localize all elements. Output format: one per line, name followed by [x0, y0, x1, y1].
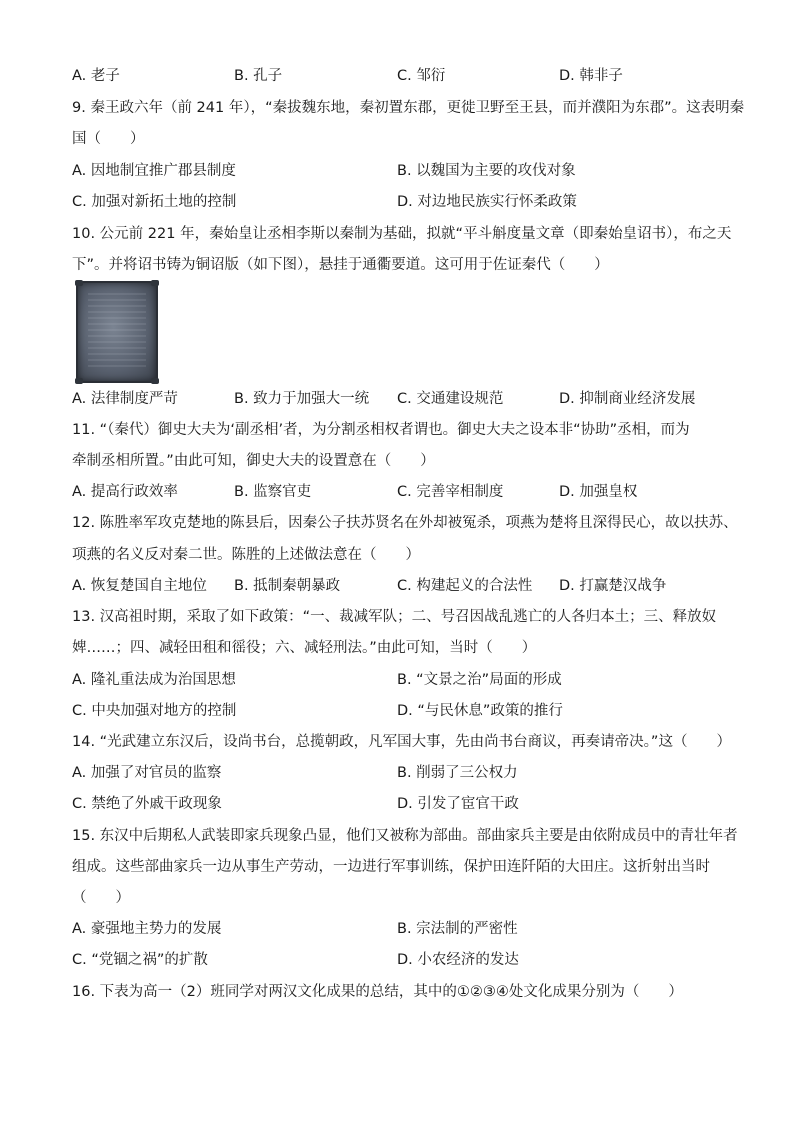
bronze-edict-plaque-image: [76, 281, 158, 383]
q8-option-c[interactable]: C. 邹衍: [397, 68, 446, 84]
q9-option-a[interactable]: A. 因地制宜推广郡县制度: [72, 163, 236, 179]
q10-option-b[interactable]: B. 致力于加强大一统: [234, 391, 370, 407]
q11-stem-line2: 牵制丞相所置。”由此可知，御史大夫的设置意在（ ）: [72, 453, 435, 469]
q9-stem-line1: 9. 秦王政六年（前 241 年），“秦拔魏东地，秦初置东郡，更徙卫野至王县，而并濮阳为东郡”。这表明秦: [72, 100, 745, 116]
q13-stem-line2: 婢……；四、减轻田租和徭役；六、减轻刑法。”由此可知，当时（ ）: [72, 640, 537, 656]
q10-option-a[interactable]: A. 法律制度严苛: [72, 391, 178, 407]
q15-stem-line3: （ ）: [72, 890, 130, 906]
q15-stem-line2: 组成。这些部曲家兵一边从事生产劳动，一边进行军事训练，保护田连阡陌的大田庄。这折射出当时: [72, 859, 710, 875]
q10-stem-line1: 10. 公元前 221 年，秦始皇让丞相李斯以秦制为基础，拟就“平斗斛度量文章（即秦始皇诏书），布之天: [72, 226, 732, 242]
q14-stem-line1: 14. “光武建立东汉后，设尚书台，总揽朝政，凡军国大事，先由尚书台商议，再奏请帝决。”这（ ）: [72, 734, 731, 750]
q8-option-a[interactable]: A. 老子: [72, 68, 120, 84]
q15-option-c[interactable]: C. “党锢之祸”的扩散: [72, 952, 208, 968]
q12-option-c[interactable]: C. 构建起义的合法性: [397, 578, 533, 594]
q14-option-a[interactable]: A. 加强了对官员的监察: [72, 765, 222, 781]
q9-option-d[interactable]: D. 对边地民族实行怀柔政策: [397, 194, 577, 210]
q13-option-d[interactable]: D. “与民休息”政策的推行: [397, 703, 563, 719]
q13-option-b[interactable]: B. “文景之治”局面的形成: [397, 672, 562, 688]
q10-stem-line2: 下”。并将诏书铸为铜诏版（如下图），悬挂于通衢要道。这可用于佐证秦代（ ）: [72, 257, 609, 273]
q11-stem-line1: 11. “（秦代）御史大夫为‘副丞相’者，为分割丞相权者谓也。御史大夫之设本非“协助”丞相，而为: [72, 422, 690, 438]
q12-option-b[interactable]: B. 抵制秦朝暴政: [234, 578, 341, 594]
q15-stem-line1: 15. 东汉中后期私人武装即家兵现象凸显，他们又被称为部曲。部曲家兵主要是由依附成员中的青壮年者: [72, 828, 738, 844]
q16-stem-line1: 16. 下表为高一（2）班同学对两汉文化成果的总结，其中的①②③④处文化成果分别为（ ）: [72, 984, 683, 1000]
q10-option-c[interactable]: C. 交通建设规范: [397, 391, 504, 407]
q9-option-b[interactable]: B. 以魏国为主要的攻伐对象: [397, 163, 576, 179]
q14-option-b[interactable]: B. 削弱了三公权力: [397, 765, 518, 781]
q12-option-d[interactable]: D. 打赢楚汉战争: [559, 578, 667, 594]
q8-option-b[interactable]: B. 孔子: [234, 68, 283, 84]
q12-stem-line1: 12. 陈胜率军攻克楚地的陈县后，因秦公子扶苏贤名在外却被冤杀，项燕为楚将且深得民心，故以扶苏、: [72, 515, 738, 531]
q13-option-a[interactable]: A. 隆礼重法成为治国思想: [72, 672, 236, 688]
q9-option-c[interactable]: C. 加强对新拓土地的控制: [72, 194, 237, 210]
q11-option-d[interactable]: D. 加强皇权: [559, 484, 638, 500]
q11-option-b[interactable]: B. 监察官吏: [234, 484, 312, 500]
q14-option-d[interactable]: D. 引发了宦官干政: [397, 796, 519, 812]
q15-option-d[interactable]: D. 小农经济的发达: [397, 952, 519, 968]
q10-option-d[interactable]: D. 抑制商业经济发展: [559, 391, 696, 407]
q11-option-c[interactable]: C. 完善宰相制度: [397, 484, 504, 500]
q12-stem-line2: 项燕的名义反对秦二世。陈胜的上述做法意在（ ）: [72, 547, 420, 563]
q15-option-b[interactable]: B. 宗法制的严密性: [397, 921, 518, 937]
q14-option-c[interactable]: C. 禁绝了外戚干政现象: [72, 796, 222, 812]
q15-option-a[interactable]: A. 豪强地主势力的发展: [72, 921, 222, 937]
q13-stem-line1: 13. 汉高祖时期，采取了如下政策：“一、裁减军队；二、号召因战乱逃亡的人各归本土；三、释放奴: [72, 609, 717, 625]
q13-option-c[interactable]: C. 中央加强对地方的控制: [72, 703, 237, 719]
q12-option-a[interactable]: A. 恢复楚国自主地位: [72, 578, 207, 594]
q8-option-d[interactable]: D. 韩非子: [559, 68, 623, 84]
q9-stem-line2: 国（ ）: [72, 131, 145, 147]
q11-option-a[interactable]: A. 提高行政效率: [72, 484, 178, 500]
